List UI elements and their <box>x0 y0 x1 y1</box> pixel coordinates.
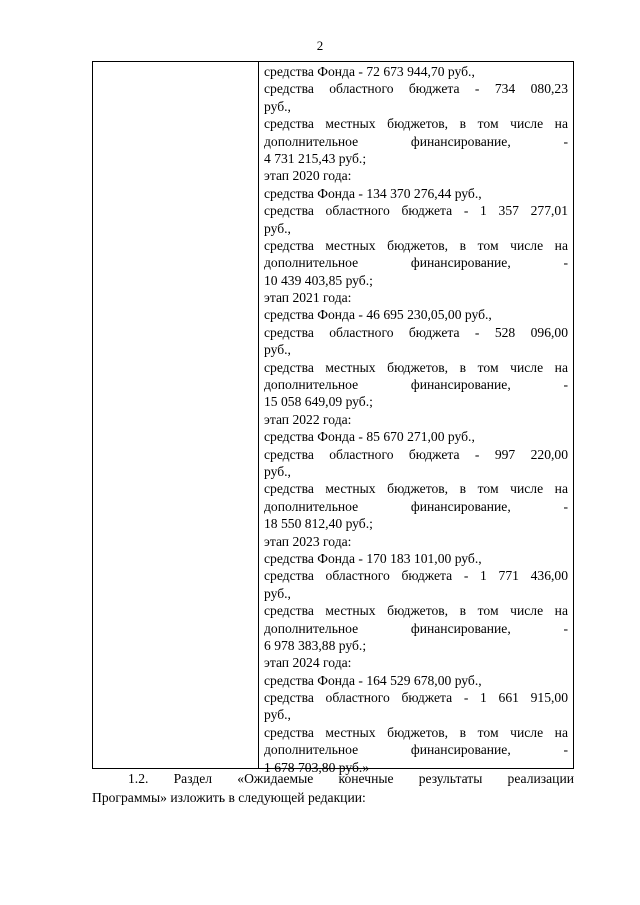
table-text-line: средства Фонда - 170 183 101,00 руб., <box>264 550 482 566</box>
table-text-line: дополнительное финансирование, - <box>264 377 568 393</box>
table-text-line: этап 2023 года: <box>264 533 352 549</box>
table-text-line: средства областного бюджета - 1 661 915,00 <box>264 690 568 706</box>
table-text-line: этап 2024 года: <box>264 655 352 671</box>
table-text-line: руб., <box>264 220 291 236</box>
table-text-line: средства областного бюджета - 997 220,00 <box>264 446 568 462</box>
table-text-line: дополнительное финансирование, - <box>264 498 568 514</box>
table-text-line: средства Фонда - 85 670 271,00 руб., <box>264 429 475 445</box>
table-text-line: средства Фонда - 72 673 944,70 руб., <box>264 64 475 79</box>
table-text-line: средства Фонда - 134 370 276,44 руб., <box>264 185 482 201</box>
table-text-line: дополнительное финансирование, - <box>264 620 568 636</box>
table-text-line: средства местных бюджетов, в том числе на <box>264 481 568 497</box>
table-text-line: дополнительное финансирование, - <box>264 255 568 271</box>
table-text-line: руб., <box>264 463 291 479</box>
paragraph-line-1: 1.2. Раздел «Ожидаемые конечные результаты реализации <box>128 771 574 786</box>
paragraph-line-2: Программы» изложить в следующей редакции: <box>92 789 366 805</box>
table-text-line: средства областного бюджета - 1 357 277,01 <box>264 203 568 219</box>
table-text-line: руб., <box>264 342 291 358</box>
table-text-line: средства местных бюджетов, в том числе на <box>264 603 568 619</box>
table-text-line: 4 731 215,43 руб.; <box>264 150 367 166</box>
table-text-line: 1 678 703,80 руб.» <box>264 759 370 775</box>
table-text-line: дополнительное финансирование, - <box>264 742 568 758</box>
table-text-line: средства Фонда - 164 529 678,00 руб., <box>264 672 482 688</box>
table-text-line: средства областного бюджета - 734 080,23 <box>264 81 568 97</box>
page-number: 2 <box>316 38 324 53</box>
table-text-line: этап 2022 года: <box>264 411 352 427</box>
table-text-line: средства областного бюджета - 1 771 436,00 <box>264 568 568 584</box>
table-text-line: руб., <box>264 585 291 601</box>
table-text-line: средства местных бюджетов, в том числе на <box>264 237 568 253</box>
table-text-line: этап 2020 года: <box>264 168 352 184</box>
table-text-line: средства Фонда - 46 695 230,05,00 руб., <box>264 307 492 323</box>
table-text-line: средства областного бюджета - 528 096,00 <box>264 324 568 340</box>
table-text-line: руб., <box>264 98 291 114</box>
section-paragraph <box>92 770 574 807</box>
table-text-line: дополнительное финансирование, - <box>264 133 568 149</box>
program-table <box>92 61 574 775</box>
table-text-line: средства местных бюджетов, в том числе на <box>264 359 568 375</box>
table-right-cell <box>264 63 568 776</box>
table-text-line: 6 978 383,88 руб.; <box>264 637 367 653</box>
table-text-line: 15 058 649,09 руб.; <box>264 394 373 410</box>
table-text-line: 18 550 812,40 руб.; <box>264 516 373 532</box>
table-column-divider <box>258 62 259 768</box>
table-text-line: средства местных бюджетов, в том числе на <box>264 116 568 132</box>
table-text-line: 10 439 403,85 руб.; <box>264 272 373 288</box>
table-text-line: средства местных бюджетов, в том числе на <box>264 724 568 740</box>
table-text-line: руб., <box>264 707 291 723</box>
table-text-line: этап 2021 года: <box>264 290 352 306</box>
